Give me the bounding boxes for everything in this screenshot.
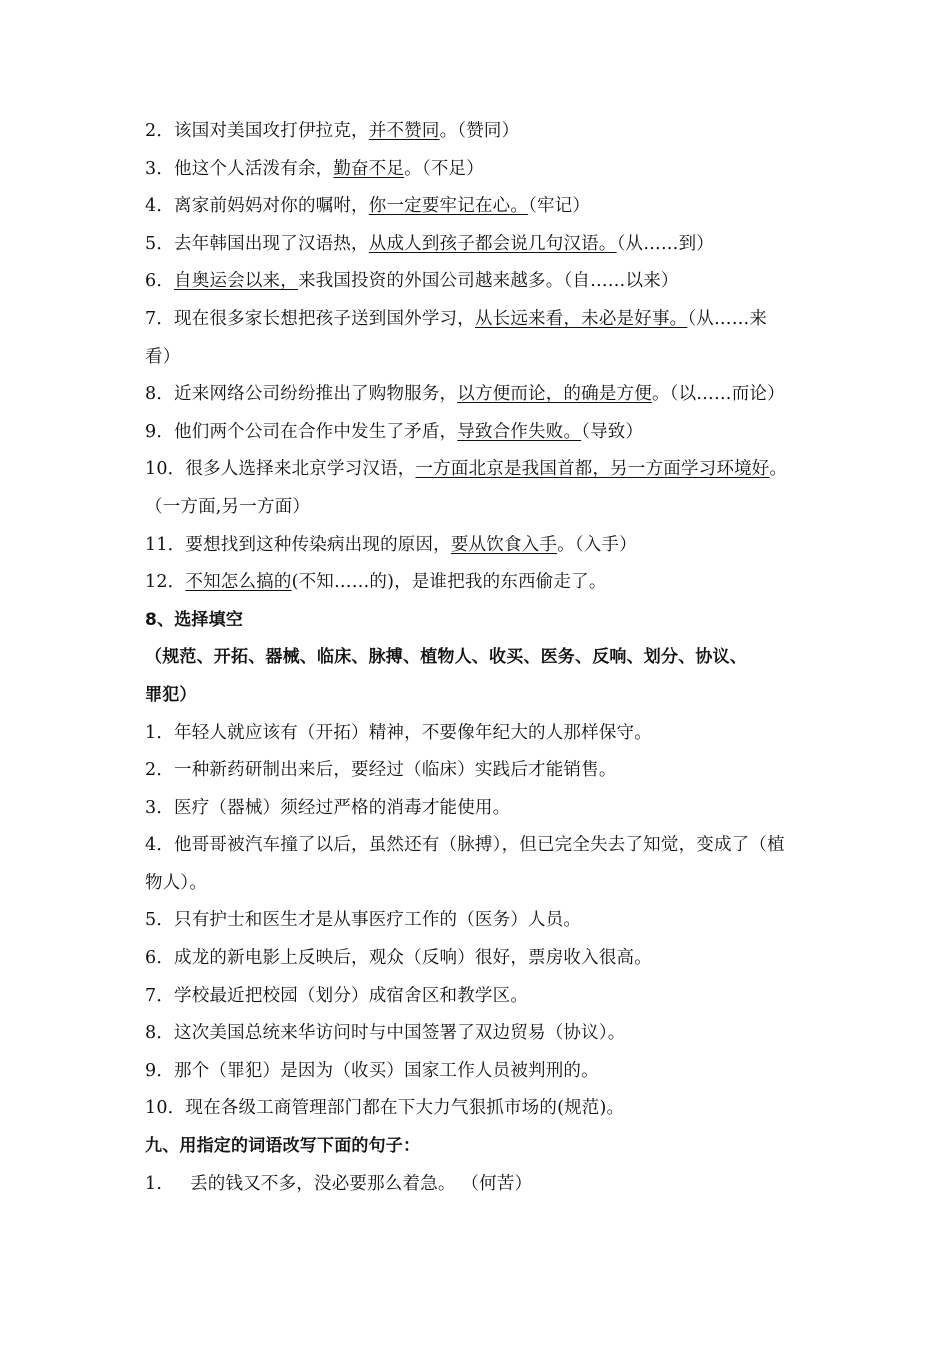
sentence-8: 8．近来网络公司纷纷推出了购物服务，以方便而论，的确是方便。（以……而论） [145, 384, 785, 405]
fill-item-6: 6．成龙的新电影上反映后，观众（反响）很好，票房收入很高。 [145, 948, 652, 969]
underlined-answer: 从成人到孩子都会说几句汉语。 [368, 233, 617, 254]
section-heading-9: 九、用指定的词语改写下面的句子： [145, 1136, 421, 1157]
underlined-answer: 从长远来看，未必是好事。 [474, 308, 688, 329]
rewrite-item-1: 1. 丢的钱又不多，没必要那么着急。 （何苦） [145, 1173, 533, 1194]
fill-item-5: 5．只有护士和医生才是从事医疗工作的（医务）人员。 [145, 910, 582, 931]
sentence-10-continued: （一方面,另一方面） [145, 496, 311, 517]
sentence-7-continued: 看） [145, 346, 181, 367]
underlined-answer: 不知怎么搞的 [185, 572, 292, 593]
fill-item-3: 3．医疗（器械）须经过严格的消毒才能使用。 [145, 797, 511, 818]
fill-item-2: 2．一种新药研制出来后，要经过（临床）实践后才能销售。 [145, 760, 617, 781]
fill-item-10: 10．现在各级工商管理部门都在下大力气狠抓市场的(规范)。 [145, 1098, 625, 1119]
fill-item-8: 8．这次美国总统来华访问时与中国签署了双边贸易（协议）。 [145, 1023, 626, 1044]
underlined-answer: 导致合作失败。 [457, 421, 582, 442]
fill-item-7: 7．学校最近把校园（划分）成宿舍区和教学区。 [145, 985, 529, 1006]
underlined-answer: 要从饮食入手 [450, 534, 558, 555]
sentence-10: 10．很多人选择来北京学习汉语，一方面北京是我国首都，另一方面学习环境好。 [145, 459, 788, 480]
underlined-answer: 勤奋不足 [333, 158, 405, 179]
document-page [145, 113, 817, 1203]
fill-item-9: 9．那个（罪犯）是因为（收买）国家工作人员被判刑的。 [145, 1060, 599, 1081]
underlined-answer: 一方面北京是我国首都，另一方面学习环境好 [415, 459, 770, 480]
sentence-11: 11．要想找到这种传染病出现的原因，要从饮食入手。（入手） [145, 534, 637, 555]
underlined-answer: 以方便而论，的确是方便 [457, 384, 652, 405]
word-bank-line-1: （规范、开拓、器械、临床、脉搏、植物人、收买、医务、反响、划分、协议、 [145, 647, 747, 668]
word-bank-line-2: 罪犯） [145, 684, 197, 705]
fill-item-4: 4．他哥哥被汽车撞了以后，虽然还有（脉搏），但已完全失去了知觉，变成了（植 [145, 835, 785, 856]
fill-item-1: 1．年轻人就应该有（开拓）精神，不要像年纪大的人那样保守。 [145, 722, 652, 743]
sentence-9: 9．他们两个公司在合作中发生了矛盾，导致合作失败。（导致） [145, 421, 644, 442]
underlined-answer: 并不赞同 [368, 121, 440, 141]
sentence-6: 6．自奥运会以来，来我国投资的外国公司越来越多。（自……以来） [145, 271, 679, 292]
fill-item-4-continued: 物人）。 [145, 872, 208, 893]
underlined-answer: 你一定要牢记在心。 [368, 196, 529, 217]
sentence-4: 4．离家前妈妈对你的嘱咐，你一定要牢记在心。（牢记） [145, 196, 591, 217]
underlined-answer: 自奥运会以来， [174, 271, 298, 292]
sentence-7: 7．现在很多家长想把孩子送到国外学习，从长远来看，未必是好事。（从……来 [145, 308, 768, 329]
sentence-3: 3．他这个人活泼有余，勤奋不足。（不足） [145, 158, 484, 179]
section-heading-8: 8、选择填空 [145, 609, 244, 630]
sentence-2: 2．该国对美国攻打伊拉克，并不赞同。（赞同） [145, 121, 520, 141]
sentence-5: 5．去年韩国出现了汉语热，从成人到孩子都会说几句汉语。（从……到） [145, 233, 715, 254]
sentence-12: 12．不知怎么搞的(不知……的)，是谁把我的东西偷走了。 [145, 572, 607, 593]
